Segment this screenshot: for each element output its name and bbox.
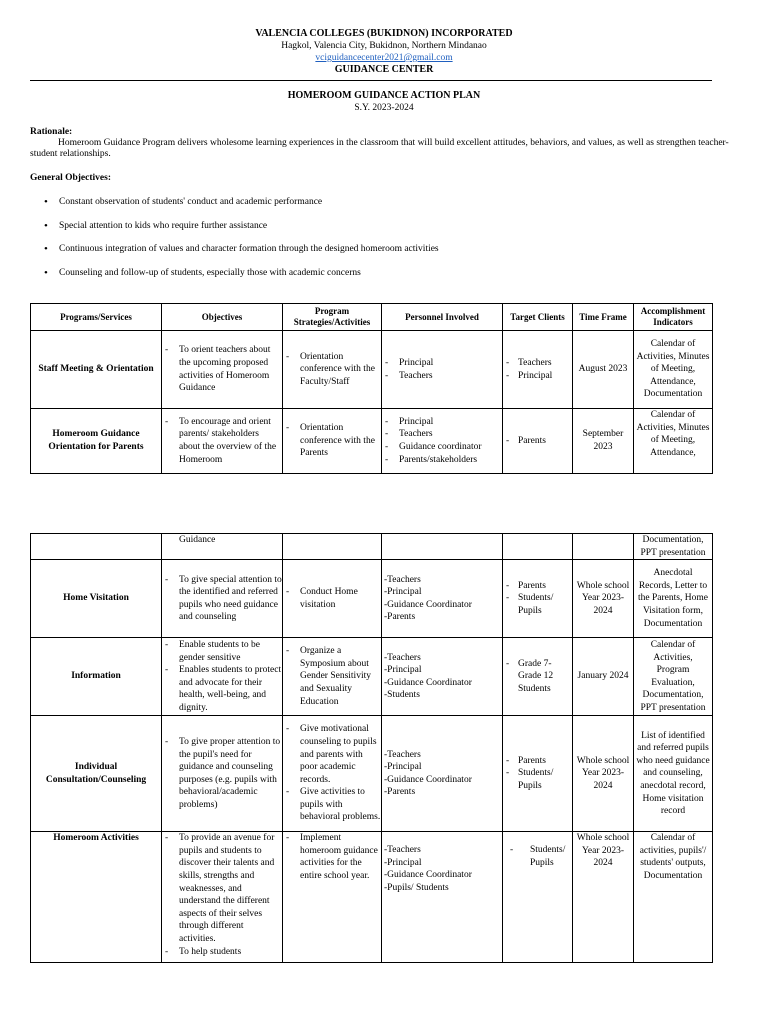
email-link[interactable]: vciguidancecenter2021@gmail.com	[315, 53, 453, 63]
personnel-entry: - Principal	[382, 357, 502, 370]
strategy-entry: - Orientation conference with the Faculty/Staff	[283, 351, 381, 389]
col-header-programs: Programs/Services	[31, 304, 162, 331]
personnel-cell	[382, 534, 503, 560]
personnel-entry: - Guidance Coordinator	[384, 599, 502, 612]
clients-cell	[503, 331, 573, 409]
table-row	[31, 409, 713, 474]
letterhead	[0, 28, 768, 76]
objective-entry: - To give special attention to the identified and referred pupils who need guidance and counseling	[162, 574, 282, 624]
col-header-accomplishment: Accomplishment Indicators	[634, 304, 713, 331]
client-entry: - Teachers	[503, 357, 572, 370]
rationale-text: Homeroom Guidance Program delivers wholesome learning experiences in the classroom that will build excellent attitudes, behaviors, and values, as well as strengthen teacher-student relationships.	[30, 138, 729, 159]
strategies-cell	[283, 331, 382, 409]
clients-cell	[503, 638, 573, 716]
objectives-heading: General Objectives:	[30, 173, 111, 183]
action-plan-table-page2	[30, 533, 713, 963]
client-entry: - Principal	[503, 370, 572, 383]
program-name: Homeroom Guidance Orientation for Parents	[31, 409, 162, 474]
objectives-cell	[162, 832, 283, 963]
personnel-entry: - Principal	[382, 416, 502, 429]
personnel-entry: - Guidance Coordinator	[384, 677, 502, 690]
personnel-entry: - Teachers	[384, 844, 502, 857]
personnel-entry: - Parents	[384, 611, 502, 624]
personnel-entry: - Teachers	[382, 370, 502, 383]
time-frame: January 2024	[573, 638, 634, 716]
program-name: Staff Meeting & Orientation	[31, 331, 162, 409]
col-header-strategies: Program Strategies/Activities	[283, 304, 382, 331]
col-header-time: Time Frame	[573, 304, 634, 331]
personnel-cell	[382, 638, 503, 716]
objective-entry: - To encourage and orient parents/ stakeholders about the overview of the Homeroom	[162, 416, 282, 466]
personnel-entry: - Guidance coordinator	[382, 441, 502, 454]
personnel-cell	[382, 560, 503, 638]
objective-entry: - Enable students to be gender sensitive	[162, 639, 282, 664]
personnel-cell	[382, 331, 503, 409]
accomplishment-indicators: Calendar of Activities, Program Evaluation, Documentation, PPT presentation	[634, 638, 713, 716]
col-header-clients: Target Clients	[503, 304, 573, 331]
objective-entry: - To orient teachers about the upcoming proposed activities of Homeroom Guidance	[162, 344, 282, 394]
objective-item: • Counseling and follow-up of students, especially those with academic concerns	[59, 267, 739, 291]
objective-item: • Constant observation of students' conduct and academic performance	[59, 196, 739, 220]
objectives-cell	[162, 409, 283, 474]
table-row	[31, 638, 713, 716]
personnel-cell	[382, 716, 503, 832]
client-entry: - Parents	[503, 435, 572, 448]
personnel-entry: - Teachers	[384, 652, 502, 665]
personnel-entry: - Students	[384, 689, 502, 702]
personnel-entry: - Parents	[384, 786, 502, 799]
strategy-entry: - Conduct Home visitation	[283, 586, 381, 611]
client-entry: - Parents	[503, 755, 572, 768]
objective-item: • Special attention to kids who require further assistance	[59, 220, 739, 244]
personnel-entry: - Principal	[384, 857, 502, 870]
document-title: HOMEROOM GUIDANCE ACTION PLAN	[287, 90, 481, 101]
personnel-entry: - Principal	[384, 664, 502, 677]
accomplishment-indicators: Calendar of activities, pupils'/ students' outputs, Documentation	[634, 832, 713, 963]
time-frame: Whole school Year 2023-2024	[573, 560, 634, 638]
accomplishment-indicators: List of identified and referred pupils who need guidance and counseling, anecdotal record, Home visitation record	[634, 716, 713, 832]
time-frame: Whole school Year 2023-2024	[573, 716, 634, 832]
strategies-cell	[283, 534, 382, 560]
personnel-entry: - Principal	[384, 586, 502, 599]
accomplishment-indicators: Anecdotal Records, Letter to the Parents, Home Visitation form, Documentation	[634, 560, 713, 638]
personnel-entry: - Guidance Coordinator	[384, 774, 502, 787]
personnel-entry: - Teachers	[384, 749, 502, 762]
clients-cell	[503, 560, 573, 638]
col-header-objectives: Objectives	[162, 304, 283, 331]
rationale-heading: Rationale:	[30, 127, 73, 137]
strategies-cell	[283, 832, 382, 963]
program-name: Individual Consultation/Counseling	[31, 716, 162, 832]
objective-entry: - To give proper attention to the pupil's need for guidance and counseling purposes (e.g. pupils with behavioral/academic problems)	[162, 736, 282, 812]
rationale-section	[30, 127, 730, 160]
objective-entry: - To help students	[162, 946, 282, 959]
objective-entry: - Enables students to protect and advocate for their health, well-being, and dignity.	[162, 664, 282, 714]
objective-entry: - To provide an avenue for pupils and students to discover their talents and skills, strengths and weaknesses, and understand the different aspects of their selves through different activities.	[162, 832, 282, 945]
strategy-entry: - Orientation conference with the Parents	[283, 422, 381, 460]
table-row	[31, 331, 713, 409]
personnel-entry: - Parents/stakeholders	[382, 454, 502, 467]
clients-cell	[503, 832, 573, 963]
office-name: GUIDANCE CENTER	[334, 64, 434, 75]
col-header-personnel: Personnel Involved	[382, 304, 503, 331]
clients-cell	[503, 534, 573, 560]
client-entry: - Students/ Pupils	[503, 767, 572, 792]
strategy-entry: - Give motivational counseling to pupils and parents with poor academic records.	[283, 723, 381, 786]
accomplishment-indicators: Documentation, PPT presentation	[634, 534, 713, 560]
objectives-cell	[162, 638, 283, 716]
objectives-cell	[162, 560, 283, 638]
program-name: Home Visitation	[31, 560, 162, 638]
program-name	[31, 534, 162, 560]
personnel-cell	[382, 832, 503, 963]
table-row	[31, 716, 713, 832]
strategies-cell	[283, 560, 382, 638]
objectives-cell	[162, 331, 283, 409]
accomplishment-indicators: Calendar of Activities, Minutes of Meeting, Attendance, Documentation	[634, 331, 713, 409]
client-entry: - Students/ Pupils	[503, 844, 572, 869]
client-entry: - Students/ Pupils	[503, 592, 572, 617]
time-frame: Whole school Year 2023-2024	[573, 832, 634, 963]
client-entry: - Parents	[503, 580, 572, 593]
strategy-entry: - Implement homeroom guidance activities for the entire school year.	[283, 832, 381, 882]
accomplishment-indicators: Calendar of Activities, Minutes of Meeting, Attendance,	[634, 409, 713, 474]
time-frame	[573, 534, 634, 560]
objectives-cell: Guidance	[162, 534, 283, 560]
personnel-entry: - Teachers	[382, 428, 502, 441]
table-row	[31, 560, 713, 638]
strategies-cell	[283, 638, 382, 716]
personnel-entry: - Pupils/ Students	[384, 882, 502, 895]
personnel-cell	[382, 409, 503, 474]
strategies-cell	[283, 409, 382, 474]
objectives-list	[30, 196, 739, 290]
institution-address: Hagkol, Valencia City, Bukidnon, Northern Mindanao	[281, 41, 487, 51]
table-row-continuation	[31, 534, 713, 560]
strategy-entry: - Give activities to pupils with behavioral problems.	[283, 786, 381, 824]
objectives-cell	[162, 716, 283, 832]
strategies-cell	[283, 716, 382, 832]
table-header-row	[31, 304, 713, 331]
time-frame: September 2023	[573, 409, 634, 474]
action-plan-table-page1	[30, 303, 713, 474]
strategy-entry: - Organize a Symposium about Gender Sensitivity and Sexuality Education	[283, 645, 381, 708]
clients-cell	[503, 716, 573, 832]
institution-name: VALENCIA COLLEGES (BUKIDNON) INCORPORATED	[255, 28, 513, 39]
document-title-block	[0, 90, 768, 114]
client-entry: - Grade 7- Grade 12 Students	[503, 658, 572, 696]
header-divider	[30, 80, 712, 81]
personnel-entry: - Guidance Coordinator	[384, 869, 502, 882]
time-frame: August 2023	[573, 331, 634, 409]
program-name: Information	[31, 638, 162, 716]
program-name: Homeroom Activities	[31, 832, 162, 963]
objective-item: • Continuous integration of values and character formation through the designed homeroom activities	[59, 243, 739, 267]
table-row	[31, 832, 713, 963]
school-year: S.Y. 2023-2024	[354, 103, 414, 113]
clients-cell	[503, 409, 573, 474]
personnel-entry: - Principal	[384, 761, 502, 774]
personnel-entry: - Teachers	[384, 574, 502, 587]
